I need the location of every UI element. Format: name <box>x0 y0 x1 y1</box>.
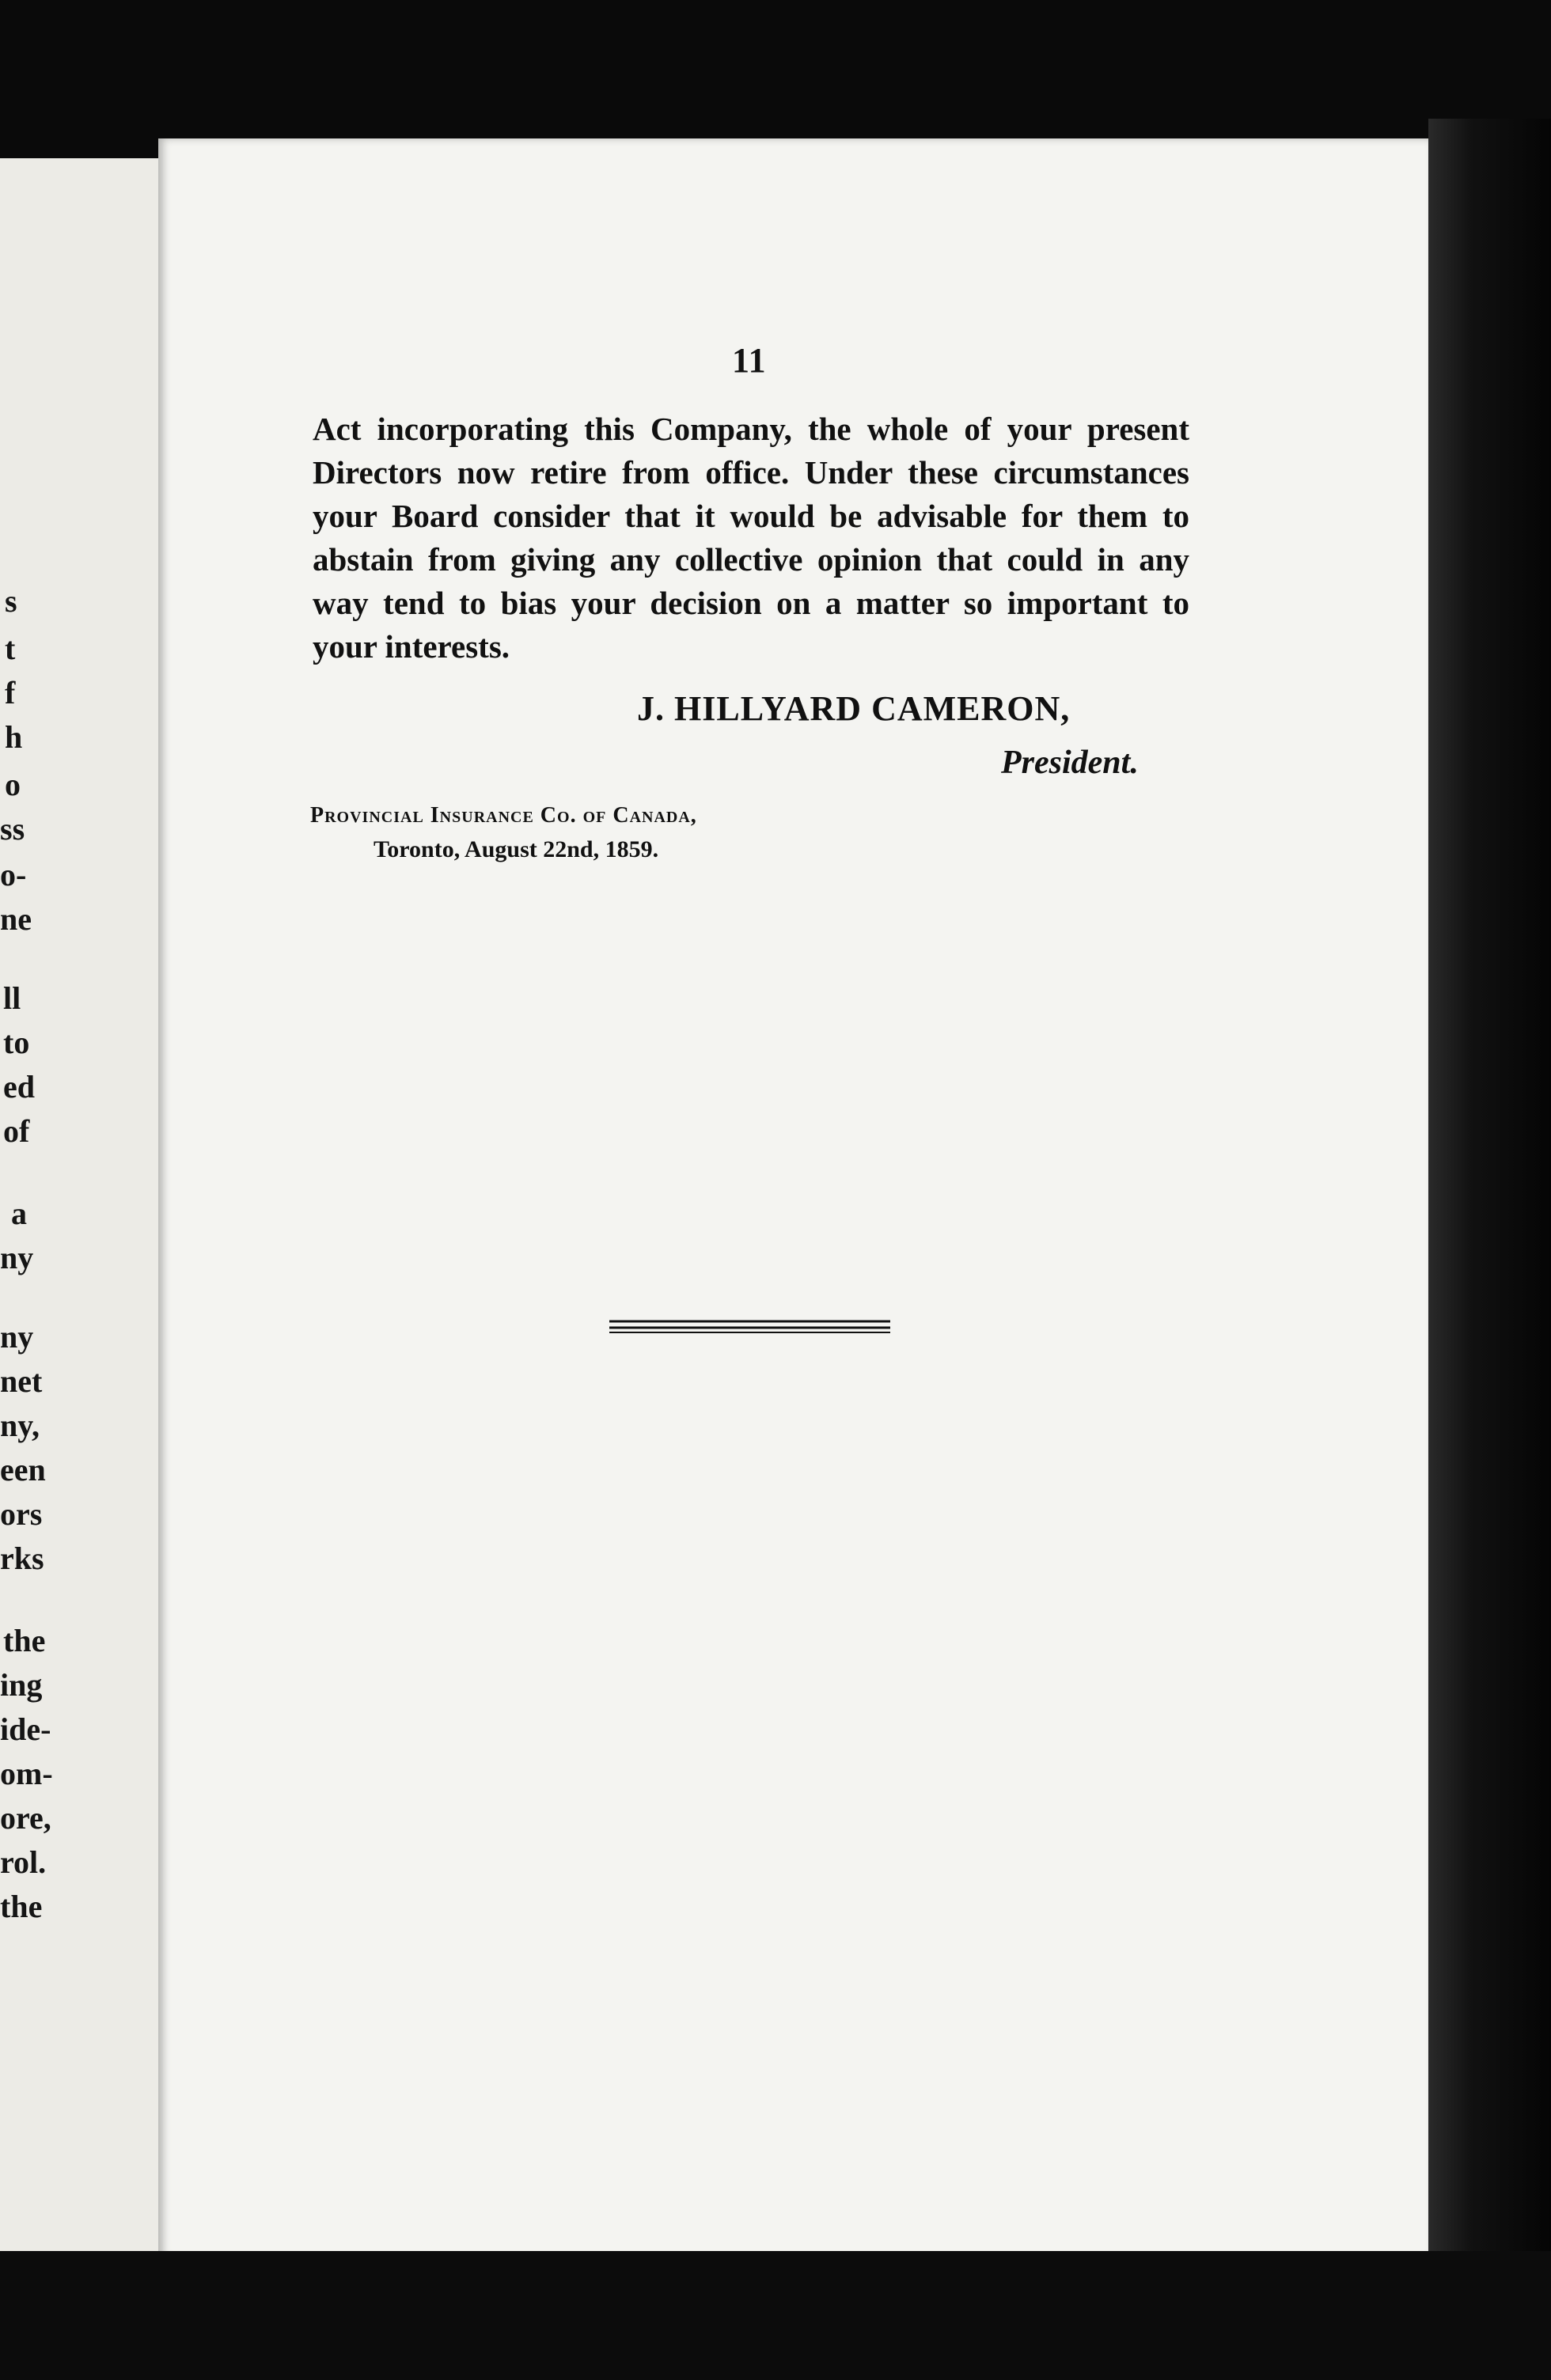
previous-page-fragment: net <box>0 1363 43 1399</box>
bottom-binding-shadow <box>0 2251 1551 2380</box>
previous-page-fragment: ors <box>0 1496 43 1532</box>
previous-page-fragment: rks <box>0 1541 44 1576</box>
previous-page-fragment: ny, <box>0 1408 40 1443</box>
previous-page-fragment: ore, <box>0 1800 51 1836</box>
body-line: abstain from giving any collective opinion that could in any <box>313 541 1189 578</box>
previous-page-fragment: o- <box>0 857 27 892</box>
previous-page-fragment: f <box>5 675 16 711</box>
previous-page-fragment: om- <box>0 1756 53 1791</box>
right-page-edges <box>1428 119 1551 2255</box>
previous-page-fragment: o <box>5 767 21 802</box>
company-line: Provincial Insurance Co. of Canada, <box>310 803 697 828</box>
body-line: your Board consider that it would be advisable for them to <box>313 498 1189 534</box>
place-and-date: Toronto, August 22nd, 1859. <box>374 836 659 862</box>
previous-page-fragment: h <box>5 719 23 755</box>
previous-page-fragment: of <box>3 1113 30 1149</box>
body-line: Directors now retire from office. Under these circumstances <box>313 454 1189 491</box>
previous-page-fragment: a <box>11 1196 27 1231</box>
body-line: Act incorporating this Company, the whole of your present <box>313 411 1189 447</box>
ornamental-double-rule <box>609 1317 890 1335</box>
signer-name: J. HILLYARD CAMERON, <box>637 689 1071 728</box>
previous-page-fragment: ing <box>0 1667 43 1703</box>
previous-page-fragment: ll <box>3 980 21 1016</box>
previous-page-edge <box>0 158 166 2255</box>
body-line: way tend to bias your decision on a matter so important to <box>313 585 1189 621</box>
previous-page-fragment: rol. <box>0 1844 47 1880</box>
page-number: 11 <box>732 341 767 380</box>
previous-page-fragment: s <box>5 583 17 619</box>
previous-page-fragment: to <box>3 1025 30 1060</box>
previous-page-fragment: the <box>3 1623 46 1658</box>
signer-title: President. <box>1001 745 1139 781</box>
previous-page-fragment: een <box>0 1452 46 1488</box>
previous-page-fragment: t <box>5 631 16 666</box>
previous-page-fragment: ss <box>0 811 25 847</box>
body-line: your interests. <box>313 628 510 665</box>
body-paragraph <box>313 407 1189 669</box>
previous-page-fragment: ny <box>0 1240 34 1275</box>
previous-page-fragment: ny <box>0 1319 34 1355</box>
previous-page-fragment: the <box>0 1889 43 1924</box>
previous-page-fragment: ed <box>3 1069 35 1105</box>
previous-page-fragment: ne <box>0 901 32 937</box>
previous-page-fragment: ide- <box>0 1711 51 1747</box>
